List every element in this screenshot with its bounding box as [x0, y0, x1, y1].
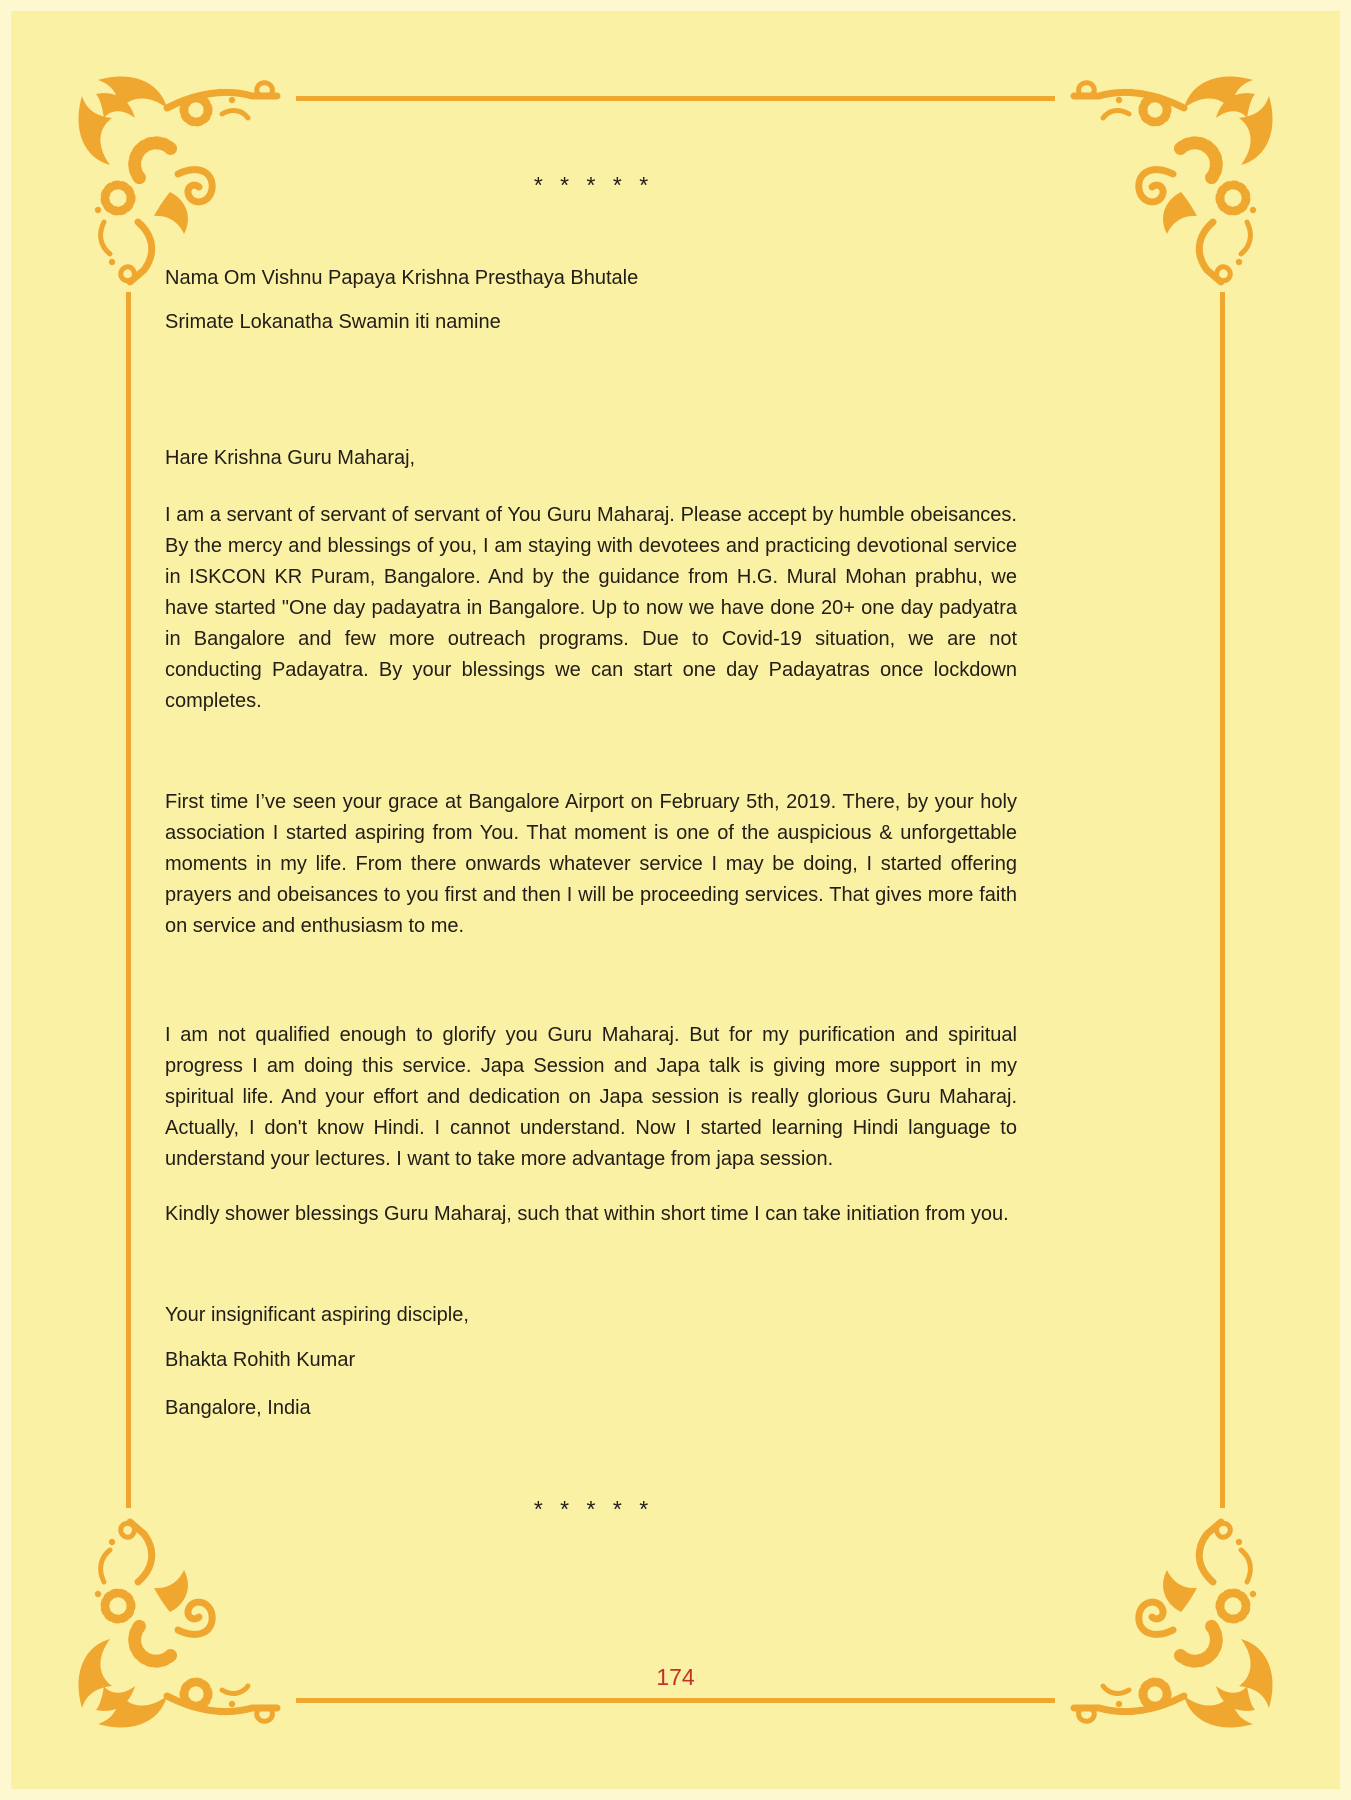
border-line-right	[1220, 292, 1225, 1508]
section-separator-top: * * * * *	[532, 172, 650, 198]
invocation-line-2: Srimate Lokanatha Swamin iti namine	[165, 311, 501, 333]
page-number: 174	[656, 1664, 695, 1690]
letter-paragraph-4: Kindly shower blessings Guru Maharaj, such that within short time I can take initiation from you.	[165, 1203, 1009, 1225]
letter-paragraph-3: I am not qualified enough to glorify you Guru Maharaj. But for my purification and spiritual progress I am doing this service. Japa Session and Japa talk is giving more support in my spiritual life. And your effort and dedication on Japa session is really glorious Guru Maharaj. Actually, I don't know Hindi. I cannot understand. Now I started learning Hindi language to understand your lectures. I want to take more advantage from japa session.	[165, 1024, 1017, 1170]
floral-corner-ornament-bottom-left-icon	[72, 1516, 290, 1734]
section-separator-bottom: * * * * *	[532, 1496, 650, 1522]
letter-paragraph-1: I am a servant of servant of servant of You Guru Maharaj. Please accept by humble obeisances. By the mercy and blessings of you, I am staying with devotees and practicing devotional service in ISKCON KR Puram, Bangalore. And by the guidance from H.G. Mural Mohan prabhu, we have started "One day padayatra in Bangalore. Up to now we have done 20+ one day padyatra in Bangalore and few more outreach programs. Due to Covid-19 situation, we are not conducting Padayatra. By your blessings we can start one day Padayatras once lockdown completes.	[165, 504, 1017, 712]
signature-name: Bhakta Rohith Kumar	[165, 1349, 356, 1371]
letter-content	[165, 0, 1017, 1525]
floral-corner-ornament-top-right-icon	[1061, 70, 1279, 288]
closing-line: Your insignificant aspiring disciple,	[165, 1304, 469, 1326]
floral-corner-ornament-bottom-right-icon	[1061, 1516, 1279, 1734]
border-line-bottom	[296, 1698, 1055, 1703]
salutation: Hare Krishna Guru Maharaj,	[165, 447, 416, 469]
signature-location: Bangalore, India	[165, 1397, 311, 1419]
border-line-left	[126, 292, 131, 1508]
letter-paragraph-2: First time I’ve seen your grace at Bangalore Airport on February 5th, 2019. There, by your holy association I started aspiring from You. That moment is one of the auspicious & unforgettable moments in my life. From there onwards whatever service I may be doing, I started offering prayers and obeisances to you first and then I will be proceeding services. That gives more faith on service and enthusiasm to me.	[165, 791, 1017, 937]
invocation-line-1: Nama Om Vishnu Papaya Krishna Presthaya Bhutale	[165, 267, 639, 289]
